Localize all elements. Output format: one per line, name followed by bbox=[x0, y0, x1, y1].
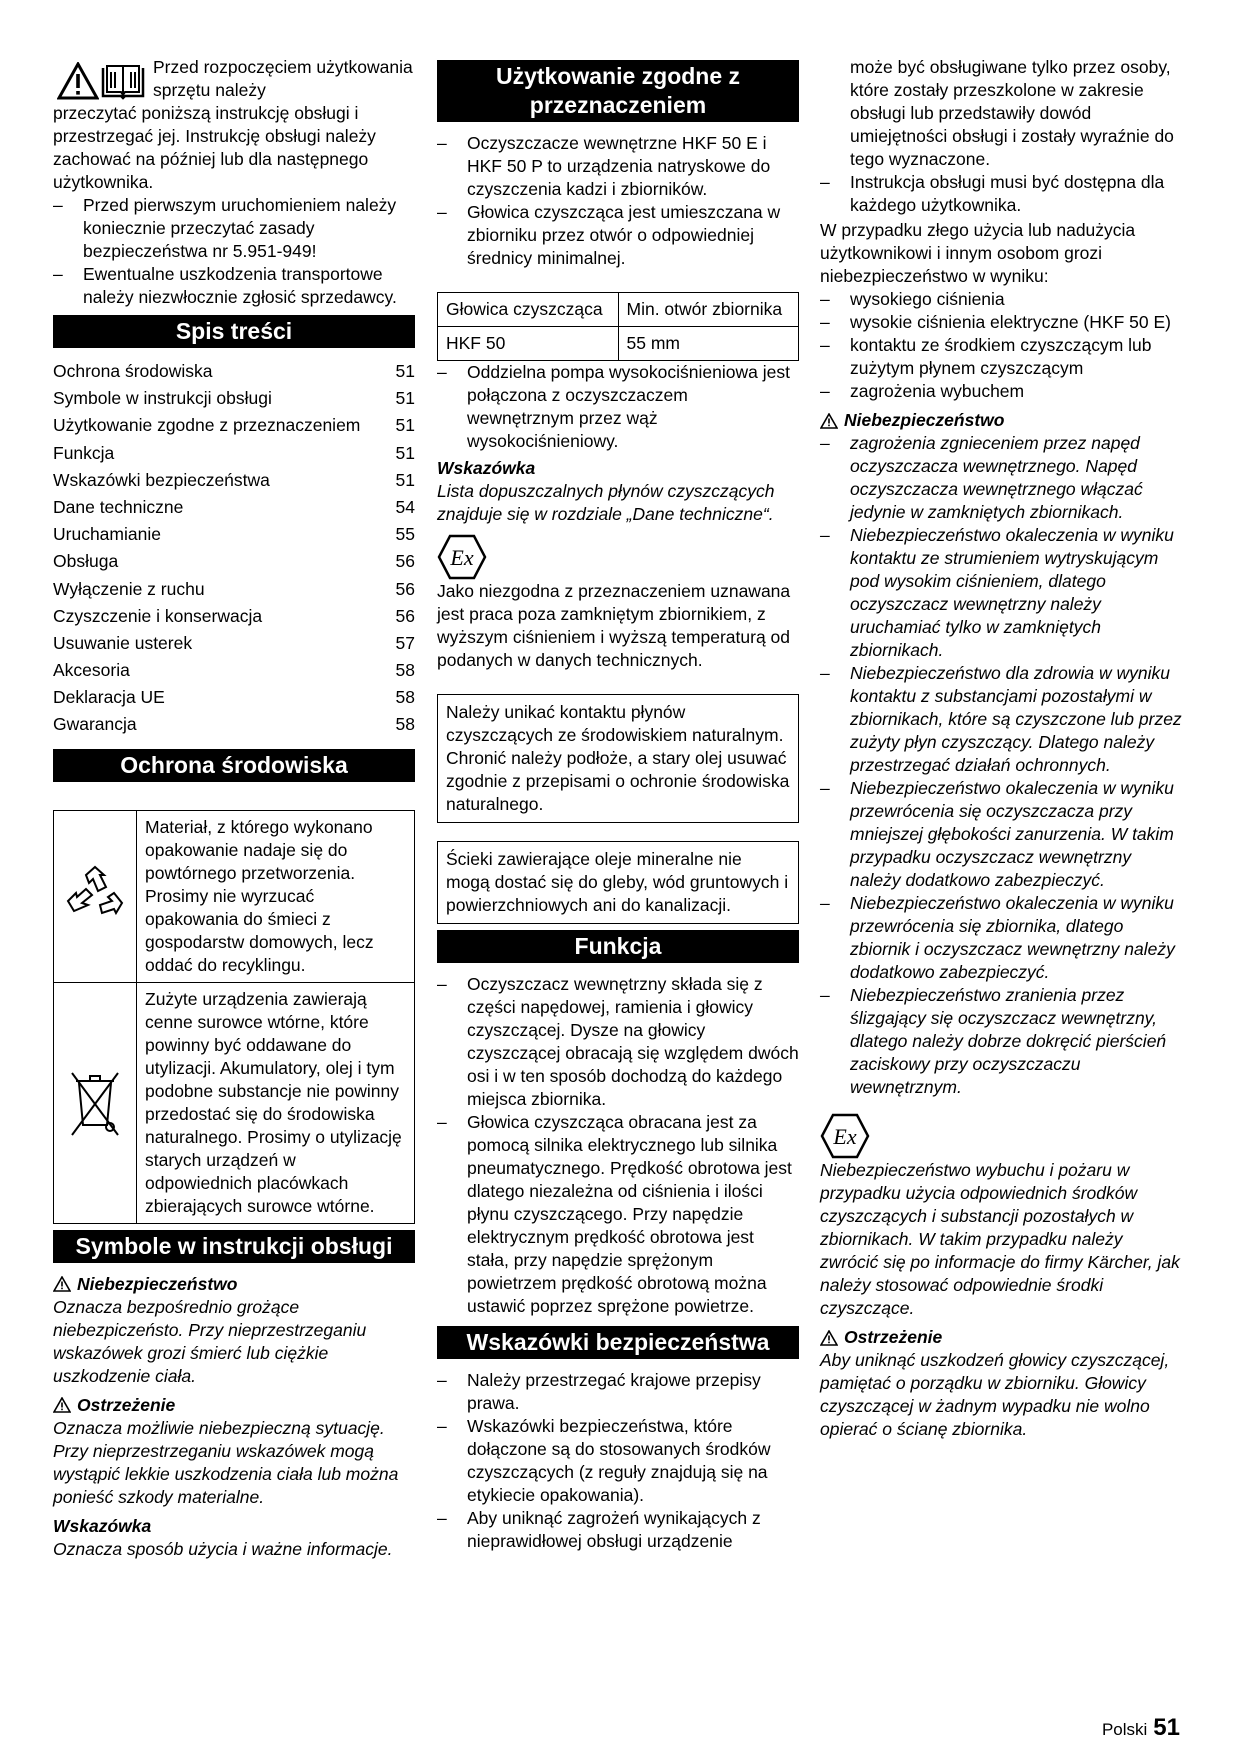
warning-text: Oznacza możliwie niebezpieczną sytuację. Przy nieprzestrzeganiu wskazówek mogą wystąpić lekkie uszkodzenia ciała lub można ponieść szkody materialne. bbox=[53, 1417, 399, 1507]
toc-entry[interactable]: Funkcja 51 bbox=[53, 442, 415, 463]
list-item: – Aby uniknąć zagrożeń wynikających z nieprawidłowej obsługi urządzenie bbox=[437, 1508, 761, 1551]
toc-entry[interactable]: Użytkowanie zgodne z przeznaczeniem 51 bbox=[53, 415, 415, 436]
svg-text:Ex: Ex bbox=[450, 545, 474, 570]
opening-table bbox=[437, 292, 799, 361]
toc-entry[interactable]: Ochrona środowiska 51 bbox=[53, 361, 415, 381]
toc-entry[interactable]: Gwarancja 58 bbox=[53, 714, 415, 735]
ex-explosion-icon bbox=[820, 1113, 870, 1159]
danger-label-row: Niebezpieczeństwo bbox=[53, 1273, 415, 1296]
warning-triangle-icon bbox=[57, 62, 99, 100]
ex-explosion-icon bbox=[437, 534, 487, 580]
toc-entry[interactable]: Wskazówki bezpieczeństwa 51 bbox=[53, 469, 415, 490]
toc-entry[interactable]: Czyszczenie i konserwacja 56 bbox=[53, 605, 415, 626]
list-item: – Należy przestrzegać krajowe przepisy prawa. bbox=[437, 1370, 761, 1413]
table-cell: 55 mm bbox=[618, 327, 799, 361]
list-item: – kontaktu ze środkiem czyszczącym lub zużytym płynem czyszczącym bbox=[820, 335, 1152, 378]
list-item: – zagrożenia zgnieceniem przez napęd oczyszczacza wewnętrznego. Napęd oczyszczacza wewnętrznego włączać jedynie w zamkniętych zbiornikach. bbox=[820, 433, 1143, 522]
ex-text: Niebezpieczeństwo wybuchu i pożaru w przypadku użycia odpowiednich środków czyszczących i substancji pozostałych w zbiornikach. W takim przypadku należy zwrócić się po informacje do firmy Kärcher, jak należy stosować odpowiednie środki czyszczące. bbox=[820, 1160, 1180, 1318]
intro-first-line: Przed rozpoczęciem użytkowania sprzętu należy bbox=[153, 57, 413, 100]
column-3 bbox=[820, 56, 1182, 1441]
list-item: – Instrukcja obsługi musi być dostępna dla każdego użytkownika. bbox=[820, 172, 1165, 215]
danger-text: Oznacza bezpośrednio grożące niebezpiczeństo. Przy nieprzestrzeganiu wskazówek grozi śmierć lub ciężkie uszkodzenie ciała. bbox=[53, 1296, 367, 1386]
svg-text:Ex: Ex bbox=[833, 1124, 857, 1149]
env-box: Ścieki zawierające oleje mineralne nie mogą dostać się do gleby, wód gruntowych i powierzchniowych ani do kanalizacji. bbox=[437, 841, 799, 924]
table-header: Min. otwór zbiornika bbox=[618, 293, 799, 327]
list-item: – Niebezpieczeństwo okaleczenia w wyniku kontaktu ze strumieniem wytryskującym pod wysokim ciśnieniem, dlatego oczyszczacz wewnętrzny należy uruchamiać tylko w zamkniętych zbiornikach. bbox=[820, 525, 1174, 660]
list-item: – Niebezpieczeństwo zranienia przez ślizgający się oczyszczacz wewnętrzny, dlatego należy dobrze dokręcić pierścień zaciskowy przy oczyszczaczu wewnętrznym. bbox=[820, 985, 1167, 1097]
list-item: – Niebezpieczeństwo okaleczenia w wyniku przewrócenia się oczyszczacza przy mniejszej głębokości zanurzenia. W takim przypadku oczyszczacz wewnętrzny należy dodatkowo zabezpieczyć. bbox=[820, 778, 1174, 890]
table-cell: HKF 50 bbox=[438, 327, 619, 361]
intro-text: przeczytać poniższą instrukcję obsługi i przestrzegać jej. Instrukcję obsługi należy zachować na później lub dla następnego użytkownika. bbox=[53, 103, 376, 192]
list-item: – Niebezpieczeństwo okaleczenia w wyniku przewrócenia się zbiornika, dlatego zbiornik i oczyszczacz wewnętrzny należy dodatkowo zabezpieczyć. bbox=[820, 893, 1175, 982]
note-label: Wskazówka bbox=[53, 1515, 152, 1536]
page-footer bbox=[1102, 1716, 1180, 1741]
toc-entry[interactable]: Symbole w instrukcji obsługi 51 bbox=[53, 388, 415, 409]
continued-text: może być obsługiwane tylko przez osoby, które zostały przeszkolone w zakresie obsługi lub przedstawiły dowód umiejętności obsługi i zostały wyraźnie do tego wyznaczone. bbox=[850, 57, 1174, 169]
recycle-icon bbox=[62, 863, 128, 929]
warning-label-row: Ostrzeżenie bbox=[820, 1326, 1182, 1349]
list-item: – Głowica czyszcząca jest umieszczana w zbiorniku przez otwór o odpowiedniej średnicy minimalnej. bbox=[437, 202, 781, 268]
toc-entry[interactable]: Obsługa 56 bbox=[53, 551, 415, 572]
note-text: Lista dopuszczalnych płynów czyszczących znajduje się w rozdziale „Dane techniczne“. bbox=[437, 481, 775, 524]
note-label: Wskazówka bbox=[437, 458, 536, 478]
toc-entry[interactable]: Wyłączenie z ruchu 56 bbox=[53, 578, 415, 599]
intro-icons bbox=[57, 62, 145, 100]
crossed-bin-icon bbox=[62, 1063, 128, 1143]
usage-heading: Użytkowanie zgodne z przeznaczeniem bbox=[437, 60, 799, 122]
list-item: – Niebezpieczeństwo dla zdrowia w wyniku kontaktu z substancjami pozostałymi w zbiornikach, które są czyszczone lub przez zużyty płyn czyszczący. Dlatego należy przestrzegać działań ochronnych. bbox=[820, 663, 1182, 775]
safety-heading: Wskazówki bezpieczeństwa bbox=[437, 1326, 799, 1359]
warning-triangle-icon bbox=[820, 1330, 838, 1346]
disposal-text: Zużyte urządzenia zawierają cenne surowce wtórne, które powinny być oddawane do utylizacji. Akumulatory, olej i tym podobne substancje nie powinny przedostać się do środowiska naturalnego. Prosimy o utylizację starych urządzeń w odpowiednich placówkach zbierających surowce wtórne. bbox=[137, 982, 415, 1223]
table-header: Głowica czyszcząca bbox=[438, 293, 619, 327]
list-item: – wysokiego ciśnienia bbox=[820, 289, 1005, 309]
list-item: – Oczyszczacz wewnętrzny składa się z części napędowej, ramienia i głowicy czyszczącej. Dysze na głowicy czyszczącej obracają się względem dwóch osi i w ten sposób dochodzą do każdego miejsca zbiornika. bbox=[437, 974, 799, 1109]
page-number: 51 bbox=[1153, 1714, 1180, 1741]
list-item: – wysokie ciśnienia elektryczne (HKF 50 E) bbox=[820, 312, 1171, 332]
warning-triangle-icon bbox=[820, 413, 838, 429]
toc-entry[interactable]: Dane techniczne 54 bbox=[53, 496, 415, 517]
symbols-heading: Symbole w instrukcji obsługi bbox=[53, 1230, 415, 1263]
table-of-contents bbox=[53, 358, 415, 739]
list-item: – Ewentualne uszkodzenia transportowe należy niezwłocznie zgłosić sprzedawcy. bbox=[53, 264, 397, 307]
column-2 bbox=[437, 56, 799, 1553]
environment-table bbox=[53, 810, 415, 1224]
env-box: Należy unikać kontaktu płynów czyszczących ze środowiskiem naturalnym. Chronić należy podłoże, a stary olej usuwać zgodnie z przepisami o ochronie środowiska naturalnego. bbox=[437, 694, 799, 823]
danger-label-row: Niebezpieczeństwo bbox=[820, 409, 1182, 432]
intro-block bbox=[53, 56, 415, 194]
warning-label-row: Ostrzeżenie bbox=[53, 1394, 415, 1417]
note-text: Oznacza sposób użycia i ważne informacje. bbox=[53, 1538, 393, 1559]
warning-triangle-icon bbox=[53, 1397, 71, 1413]
ex-text: Jako niezgodna z przeznaczeniem uznawana jest praca poza zamkniętym zbiornikiem, z wyższym ciśnieniem i wyższą temperaturą od podanych w danych technicznych. bbox=[437, 581, 791, 670]
warning-triangle-icon bbox=[53, 1276, 71, 1292]
list-item: – Oczyszczacze wewnętrzne HKF 50 E i HKF 50 P to urządzenia natryskowe do czyszczenia kadzi i zbiorników. bbox=[437, 133, 771, 199]
recycle-text: Materiał, z którego wykonano opakowanie nadaje się do powtórnego przetworzenia. Prosimy nie wyrzucać opakowania do śmieci z gospodarstw domowych, lecz oddać do recyklingu. bbox=[137, 810, 415, 982]
toc-entry[interactable]: Akcesoria 58 bbox=[53, 660, 415, 681]
list-item: – Wskazówki bezpieczeństwa, które dołączone są do stosowanych środków czyszczących (z reguły znajdują się na etykiecie opakowania). bbox=[437, 1416, 771, 1505]
list-item: – Głowica czyszcząca obracana jest za pomocą silnika elektrycznego lub silnika pneumatycznego. Prędkość obrotowa jest dlatego niezależna od ciśnienia i ilości płynu czyszczącego. Przy napędzie elektrycznym prędkość obrotowa jest stała, przy napędzie sprężonym powietrzem prędkość obrotową można ustawić poprzez sprężone powietrze. bbox=[437, 1112, 792, 1316]
list-item: – Oddzielna pompa wysokociśnieniowa jest połączona z oczyszczaczem wewnętrznym przez wąż wysokociśnieniowy. bbox=[437, 362, 790, 451]
list-item: – Przed pierwszym uruchomieniem należy koniecznie przeczytać zasady bezpieczeństwa nr 5.951-949! bbox=[53, 195, 397, 261]
env-heading: Ochrona środowiska bbox=[53, 749, 415, 782]
toc-entry[interactable]: Usuwanie usterek 57 bbox=[53, 632, 415, 653]
warning-text: Aby uniknąć uszkodzeń głowicy czyszczącej, pamiętać o porządku w zbiorniku. Głowicy czyszczącej w żadnym wypadku nie wolno opierać o ścianę zbiornika. bbox=[820, 1350, 1170, 1439]
toc-entry[interactable]: Uruchamianie 55 bbox=[53, 524, 415, 545]
function-heading: Funkcja bbox=[437, 930, 799, 963]
toc-heading: Spis treści bbox=[53, 315, 415, 348]
footer-language: Polski bbox=[1101, 1720, 1148, 1739]
abuse-intro: W przypadku złego użycia lub nadużycia użytkownikowi i innym osobom grozi niebezpieczeństwo w wyniku: bbox=[820, 220, 1136, 286]
list-item: – zagrożenia wybuchem bbox=[820, 381, 1025, 401]
toc-entry[interactable]: Deklaracja UE 58 bbox=[53, 687, 415, 708]
manual-book-icon bbox=[101, 62, 145, 100]
column-1 bbox=[53, 56, 415, 1561]
